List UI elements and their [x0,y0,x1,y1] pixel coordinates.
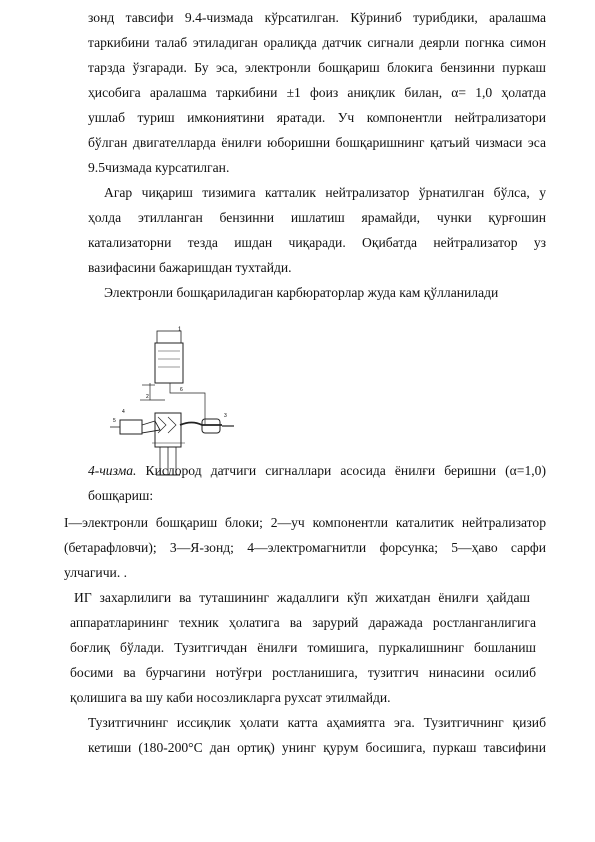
text-line: кетиши (180-200°C дан ортиқ) унинг қурум босишига, пуркаш тавсифини [88,740,546,755]
engine-control-diagram [110,325,240,485]
figure-number: 4-чизма. [88,463,137,478]
legend-line: (бетарафловчи); 3—Я-зонд; 4—электромагнитли форсунка; 5—ҳаво сарфи [64,540,546,555]
text-line: босими ва бурчагини нотўғри ростланишига, тузитгич нинасини осилиб [70,665,536,680]
text-line: таркибини талаб этиладиган оралиқда датчик сигнали деярли погнка симон [88,35,546,50]
text-line: катализаторни тезда ишдан чиқаради. Оқибатда нейтрализатор уз [88,235,546,250]
text-line: ИГ захарлилиги ва туташининг жадаллиги кўп жихатдан ёнилғи ҳайдаш [74,590,530,605]
text-line: Тузитгичнинг иссиқлик ҳолати катта аҳамиятга эга. Тузитгичнинг қизиб [88,715,546,730]
text-line: қолишига ва шу каби носозликларга рухсат этилмайди. [70,690,391,705]
text-line: зонд тавсифи 9.4-чизмада кўрсатилган. Кўриниб турибдики, аралашма [88,10,546,25]
figure-label: 6 [180,387,183,393]
paragraph-3: Электронли бошқариладиган карбюраторлар жуда кам қўлланилади [104,285,499,300]
text-line: ҳолда этилланган бензинни ишлатиш ярамайди, чунки қурғошин [88,210,546,225]
text-line: боғлиқ бўлади. Тузитгичдан ёнилғи томишига, пуркалишнинг бошланиш [70,640,536,655]
legend-line: I—электронли бошқариш блоки; 2—уч компонентли каталитик нейтрализатор [64,515,546,530]
caption-line: бошқариш: [88,488,154,503]
air-flow-meter [120,420,142,434]
figure-label: 4 [122,409,125,415]
text-line: тарзда ўзгаради. Бу эса, электронли бошқариш блокига бензинни пуркаш [88,60,546,75]
figure-label: 2 [146,394,149,400]
figure-label: 5 [113,418,116,424]
exhaust-pipe [180,423,222,426]
electronic-control-unit [155,343,183,383]
text-line: аппаратларининг техник ҳолатига ва зарурий даражада ростланганлигига [70,615,536,630]
figure-label: 3 [224,413,227,419]
legend-line: улчагичи. . [64,565,128,580]
text-line: ушлаб туриш имкониятини яратади. Уч компонентли нейтрализатори [88,110,546,125]
caption-text: Кислород датчиги сигналлари асосида ёнилғи беришни (α=1,0) [136,463,546,478]
text-line: Агар чиқариш тизимига катталик нейтрализатор ўрнатилган бўлса, у [104,185,546,200]
figure-label: 1 [178,327,182,333]
text-line: бўлган двигателларда ёнилғи юборишни бошқаришнинг қатъий чизмаси эса [88,135,546,150]
text-line: вазифасини бажаришдан тухтайди. [88,260,292,275]
text-line: 9.5чизмада курсатилган. [88,160,230,175]
text-line: ҳисобига аралашма таркибини ±1 фоиз аниқлик билан, α= 1,0 ҳолатда [88,85,546,100]
figure-caption [88,463,546,479]
